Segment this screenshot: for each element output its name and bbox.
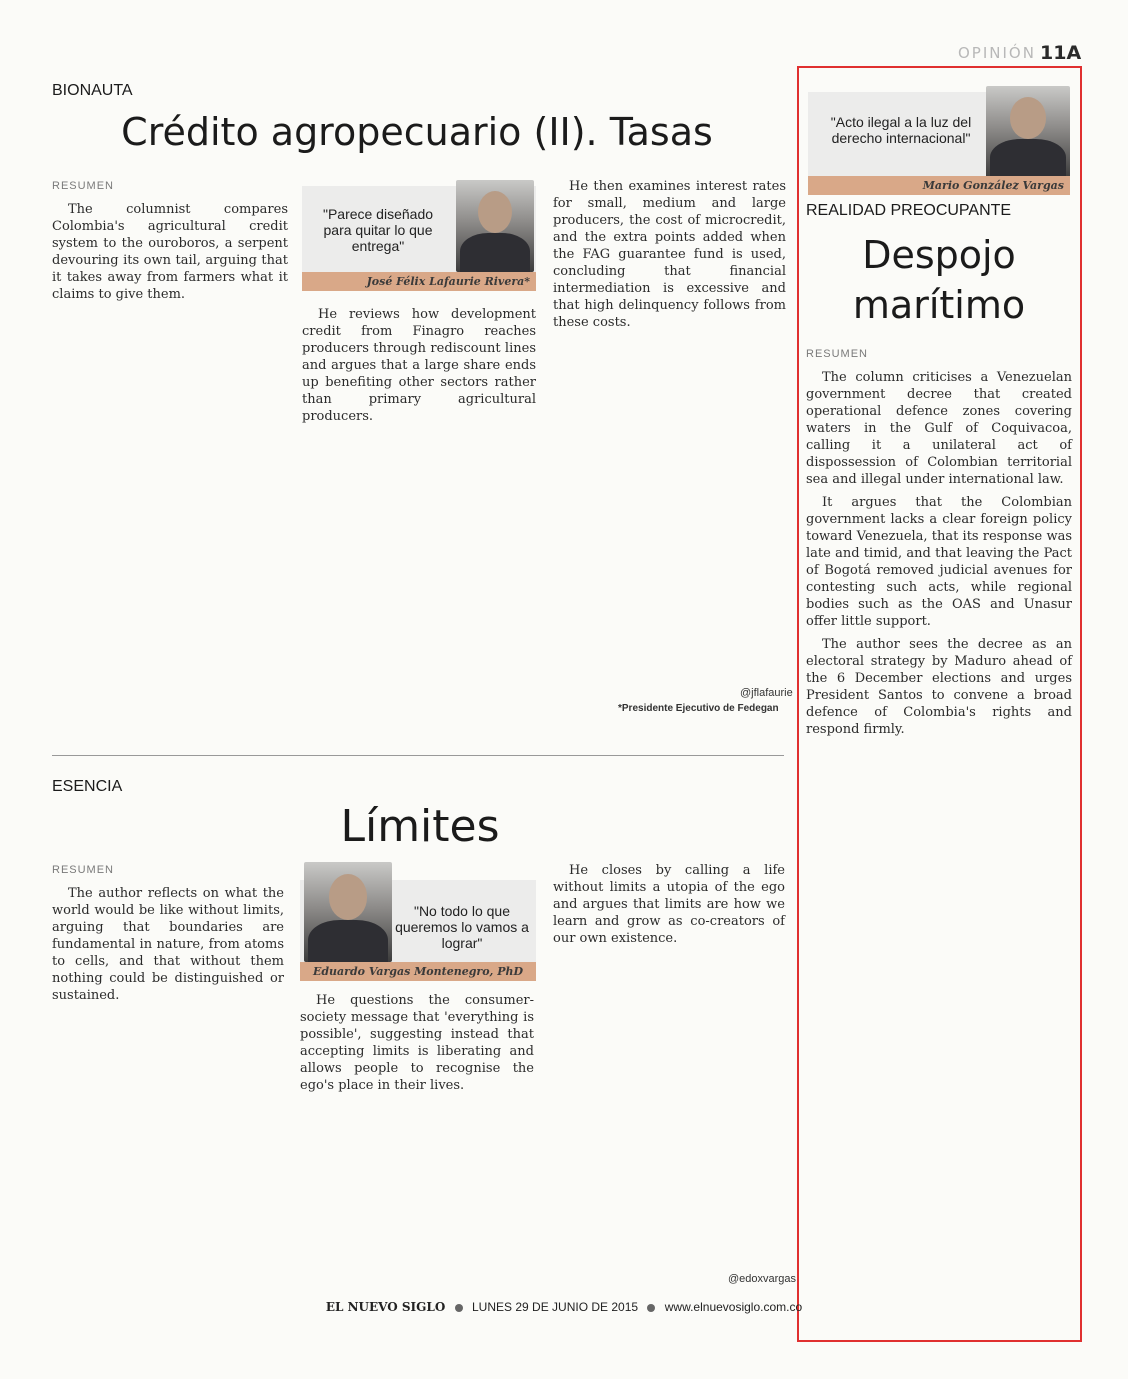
article3-byline: Mario González Vargas (808, 176, 1070, 195)
article1-summary-2: He reviews how development credit from Finagro reaches producers through rediscount lines and argues that a large share ends up benefiting other sectors rather than primary agricultural producers. (302, 307, 536, 424)
page-footer (0, 1300, 1128, 1314)
article1-pull-quote: "Parece diseñado para quitar lo que entrega" (322, 206, 434, 254)
article1-summary-3: He then examines interest rates for small, medium and large producers, the cost of microcredit, and the extra points added when the FAG guarantee fund is used, concluding that financial intermediation is excessive and that high delinquency follows from these costs. (553, 179, 786, 330)
footer-url[interactable]: www.elnuevosiglo.com.co (664, 1300, 803, 1314)
summary-label: RESUMEN (806, 348, 869, 360)
article1-column-3 (553, 178, 786, 331)
article1-footnote: *Presidente Ejecutivo de Fedegan (618, 703, 779, 714)
newspaper-logo: EL NUEVO SIGLO (325, 1300, 446, 1314)
section-divider (52, 755, 784, 756)
article1-kicker: BIONAUTA (52, 82, 133, 99)
article3-summary-1: The column criticises a Venezuelan government decree that created operational defence zones covering waters in the Gulf of Coquivacoa, calling it a unilateral act of dispossession of Colombian territorial sea and illegal under international law. (806, 370, 1072, 487)
article2-summary-2: He questions the consumer-society message that 'everything is possible', suggesting instead that accepting limits is liberating and allows people to recognise the ego's place in their lives. (300, 993, 534, 1093)
bullet-icon (647, 1304, 655, 1312)
article1-column-1 (52, 178, 288, 303)
article2-summary-1: The author reflects on what the world would be like without limits, arguing that boundaries are fundamental in nature, from atoms to cells, and that without them nothing could be distinguished or sustained. (52, 886, 284, 1003)
article2-summary-3: He closes by calling a life without limits a utopia of the ego and argues that limits are how we learn and grow as co-creators of our own existence. (553, 863, 785, 946)
article2-handle: @edoxvargas (728, 1273, 797, 1285)
article3-summary-2: It argues that the Colombian government lacks a clear foreign policy toward Venezuela, that its response was late and timid, and that leaving the Pact of Bogotá removed judicial avenues for contesting such acts, while regional bodies such as the OAS and Unasur offer little support. (806, 495, 1072, 629)
article1-author-photo (456, 180, 534, 272)
article3-kicker: REALIDAD PREOCUPANTE (806, 202, 1012, 219)
article3-author-photo (986, 86, 1070, 178)
article1-column-2 (302, 306, 536, 425)
summary-label: RESUMEN (52, 864, 115, 876)
article2-kicker: ESENCIA (52, 778, 123, 795)
article2-headline: Límites (340, 801, 500, 852)
bullet-icon (455, 1304, 463, 1312)
article2-pull-quote: "No todo lo que queremos lo vamos a lograr" (395, 903, 529, 951)
page-number: 11A (1040, 42, 1082, 64)
article2-author-photo (304, 862, 392, 962)
article3-summary-3: The author sees the decree as an electoral strategy by Maduro ahead of the 6 December elections and urges President Santos to convene a broad defence of Colombia's rights and respond firmly. (806, 637, 1072, 737)
footer-date: LUNES 29 DE JUNIO DE 2015 (472, 1300, 639, 1314)
article3-headline: Despojo marítimo (852, 233, 1026, 327)
article1-byline: José Félix Lafaurie Rivera* (302, 272, 536, 291)
article3-column (806, 346, 1072, 738)
section-label: OPINIÓN (958, 44, 1036, 62)
article2-column-1 (52, 862, 284, 1004)
article3-pull-quote: "Acto ilegal a la luz del derecho internacional" (830, 114, 972, 146)
article2-column-3 (553, 862, 785, 947)
article1-handle: @jflafaurie (740, 687, 793, 699)
summary-label: RESUMEN (52, 180, 115, 192)
article2-byline: Eduardo Vargas Montenegro, PhD (300, 962, 536, 981)
article1-summary-1: The columnist compares Colombia's agricultural credit system to the ouroboros, a serpent devouring its own tail, arguing that it takes away from farmers what it claims to give them. (52, 202, 288, 302)
article1-headline: Crédito agropecuario (II). Tasas (121, 110, 713, 154)
article2-column-2 (300, 992, 534, 1094)
